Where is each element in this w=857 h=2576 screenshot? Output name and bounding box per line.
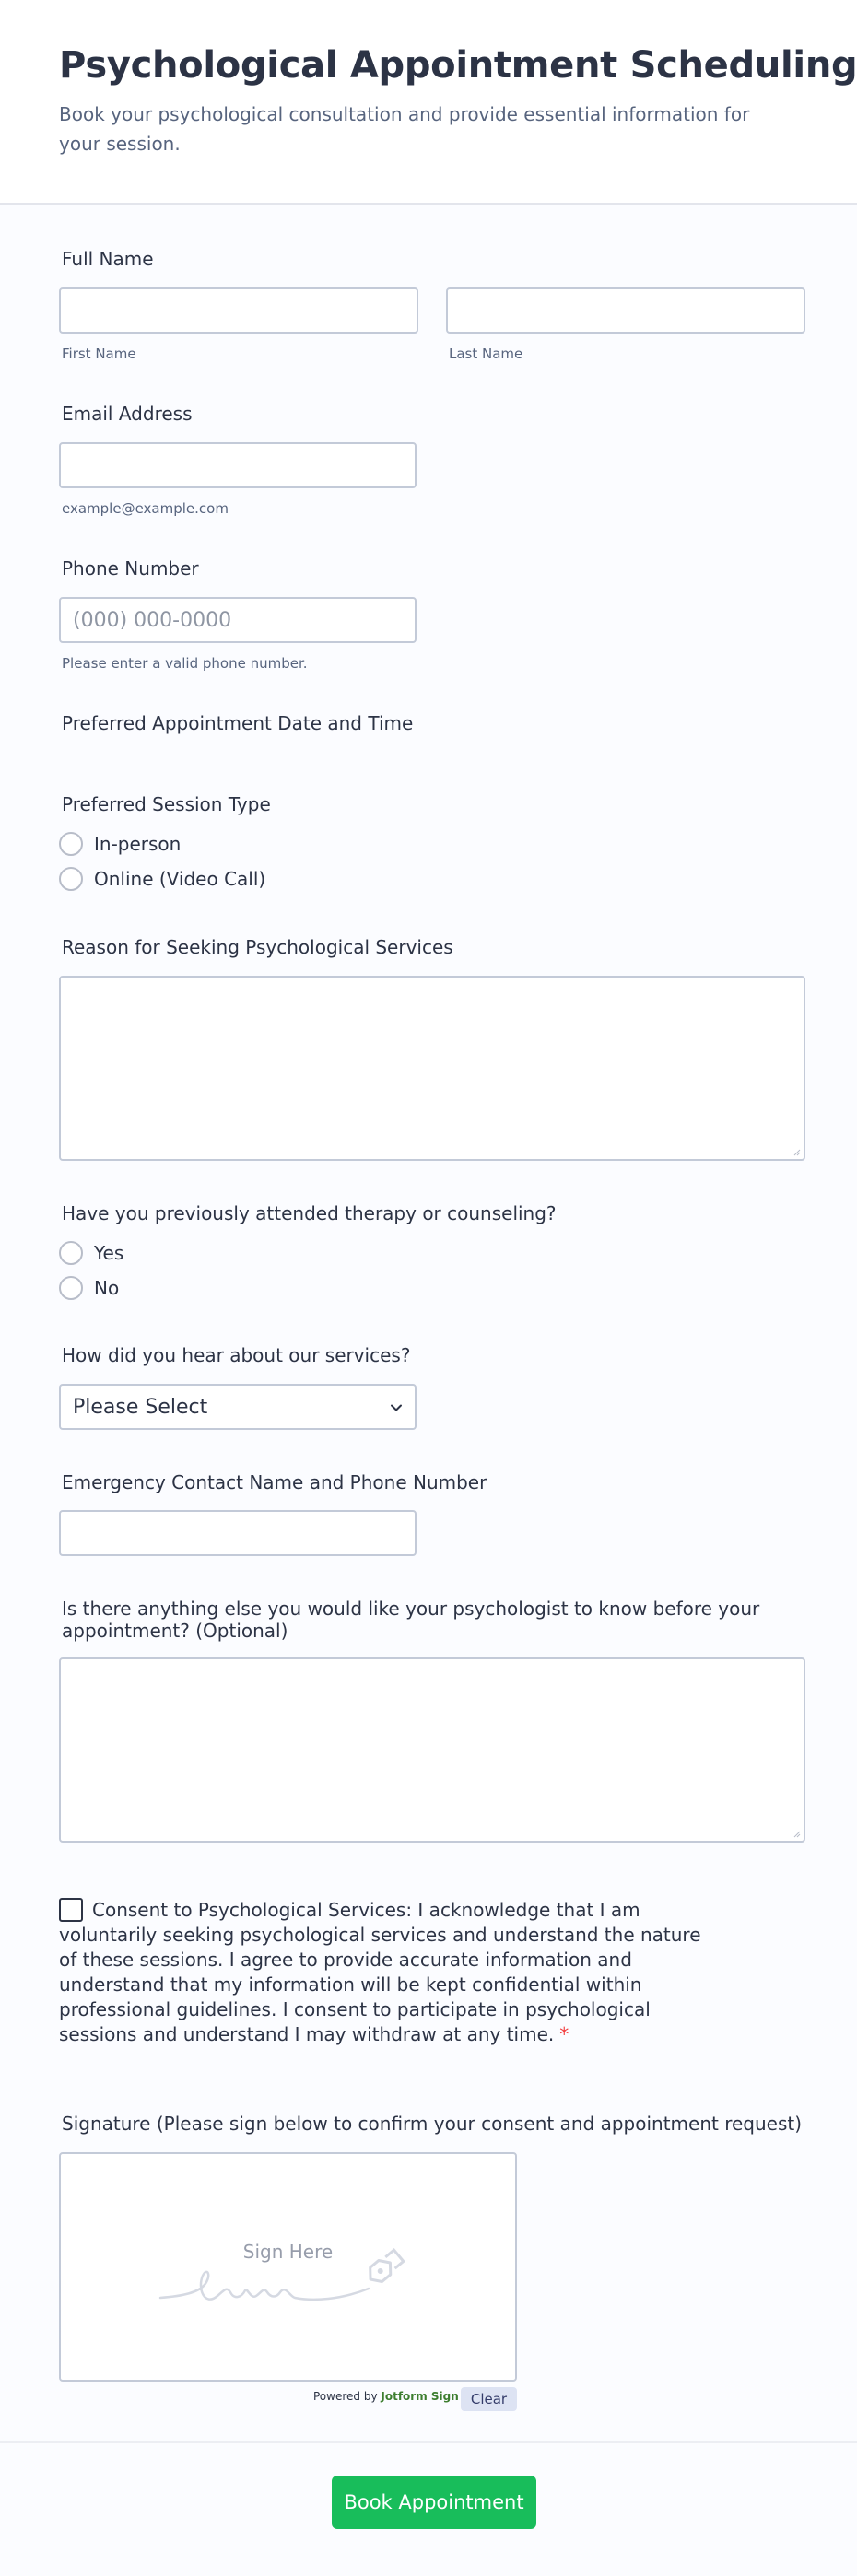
phone-input[interactable] bbox=[59, 597, 417, 643]
powered-by: Powered by Jotform Sign bbox=[313, 2390, 459, 2403]
radio-button[interactable] bbox=[59, 1276, 83, 1300]
form-title: Psychological Appointment Scheduling bbox=[59, 44, 857, 87]
anything-else-textarea[interactable] bbox=[59, 1657, 805, 1843]
emergency-contact-input[interactable] bbox=[59, 1510, 417, 1556]
radio-button[interactable] bbox=[59, 867, 83, 891]
consent-block bbox=[59, 1898, 722, 2047]
consent-text: Consent to Psychological Services: I acknowledge that I am voluntarily seeking psychological services and understand the nature of these sessions. I agree to provide accurate information and understand that my information will be kept confidential within professional guidelines. I consent to participate in psychological sessions and understand I may withdraw at any time. bbox=[59, 1899, 701, 2045]
resize-grip-icon[interactable] bbox=[792, 1829, 801, 1838]
required-mark: * bbox=[559, 2023, 569, 2045]
referral-selected-value: Please Select bbox=[73, 1396, 208, 1419]
consent-checkbox[interactable] bbox=[59, 1898, 83, 1922]
session-type-label: Preferred Session Type bbox=[62, 793, 271, 815]
form-page: Psychological Appointment Scheduling Book your psychological consultation and provide essential information for your session. Full Name First Name Last Name Email Address example@example.com Phone Number (000) 000-0000 Please enter a valid phone number. Preferred Appointment Date and Time Preferred Session Type In-person Online (Video Call) Reason for Seeking Psychological Services Have you previously attended therapy or counseling? Yes No How did you hear about our services? Please Select Emergency Contact Name and Phone Number Is there anything else you would like your psychologist to know before your appointment? (Optional) Consent to Psychological Services: I acknowledge that I am voluntarily seeking psychological services and understand the nature of these sessions. I agree to provide accurate information and understand that my information will be kept confidential within professional guidelines. I consent to participate in psychological sessions and understand I may withdraw at any time. * Signature (Please sign below to confirm your consent and appointment request) Sign Here Powered by Jotform Sign Clear Book Appointment bbox=[0, 0, 857, 2576]
first-name-sublabel: First Name bbox=[62, 345, 136, 362]
radio-button[interactable] bbox=[59, 832, 83, 856]
signature-label: Signature (Please sign below to confirm your consent and appointment request) bbox=[62, 2113, 803, 2135]
form-header bbox=[0, 0, 857, 205]
appointment-datetime-label: Preferred Appointment Date and Time bbox=[62, 712, 414, 734]
last-name-input[interactable] bbox=[446, 287, 805, 334]
signature-pad[interactable] bbox=[59, 2152, 517, 2382]
phone-label: Phone Number bbox=[62, 557, 199, 580]
referral-label: How did you hear about our services? bbox=[62, 1344, 411, 1366]
email-input[interactable] bbox=[59, 442, 417, 488]
form-subtitle: Book your psychological consultation and provide essential information for your session. bbox=[59, 103, 750, 155]
form-footer bbox=[0, 2441, 857, 2576]
full-name-label: Full Name bbox=[62, 248, 154, 270]
radio-button[interactable] bbox=[59, 1241, 83, 1265]
reason-textarea[interactable] bbox=[59, 976, 805, 1161]
phone-placeholder: (000) 000-0000 bbox=[73, 609, 232, 632]
previous-therapy-label: Have you previously attended therapy or counseling? bbox=[62, 1202, 557, 1224]
book-appointment-button[interactable]: Book Appointment bbox=[332, 2476, 536, 2529]
email-sublabel: example@example.com bbox=[62, 500, 229, 517]
resize-grip-icon[interactable] bbox=[792, 1147, 801, 1156]
last-name-sublabel: Last Name bbox=[449, 345, 523, 362]
reason-label: Reason for Seeking Psychological Services bbox=[62, 936, 453, 958]
email-label: Email Address bbox=[62, 403, 193, 425]
anything-else-label: Is there anything else you would like your psychologist to know before your appointment? (Optional) bbox=[62, 1598, 760, 1642]
referral-select[interactable] bbox=[59, 1384, 417, 1430]
chevron-down-icon bbox=[389, 1400, 404, 1415]
signature-pad-hint: Sign Here bbox=[242, 2241, 334, 2263]
jotform-sign-brand: Jotform Sign bbox=[381, 2390, 459, 2403]
first-name-input[interactable] bbox=[59, 287, 418, 334]
phone-sublabel: Please enter a valid phone number. bbox=[62, 655, 308, 672]
emergency-contact-label: Emergency Contact Name and Phone Number bbox=[62, 1471, 487, 1493]
clear-signature-button[interactable]: Clear bbox=[461, 2387, 517, 2411]
